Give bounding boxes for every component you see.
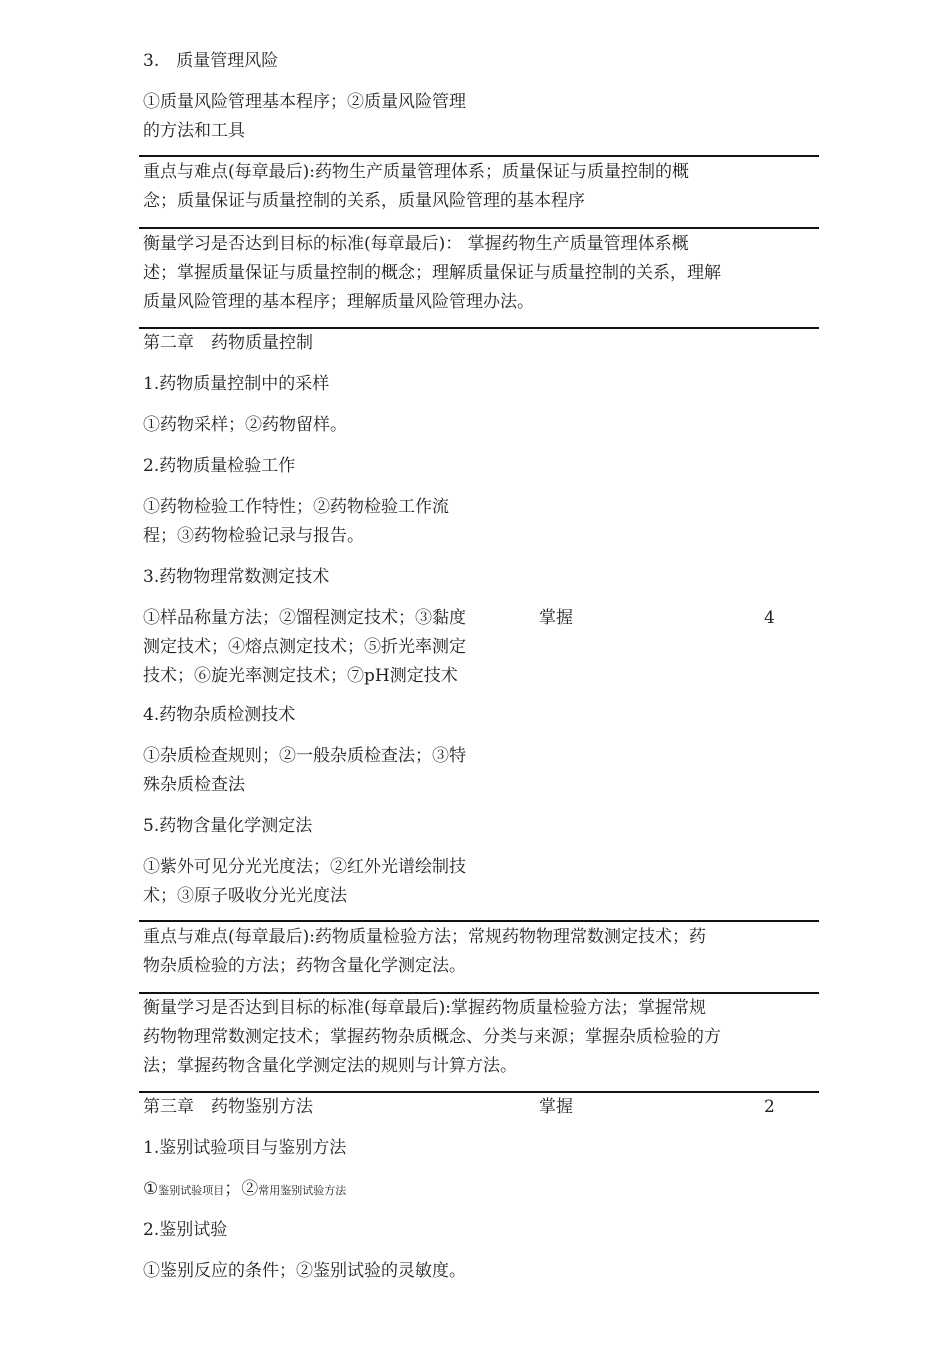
ch1-key-points-line2: 念；质量保证与质量控制的关系，质量风险管理的基本程序	[143, 191, 585, 211]
ch1-key-points-line1: 重点与难点(每章最后):药物生产质量管理体系；质量保证与质量控制的概	[143, 162, 689, 182]
table-rule	[139, 155, 819, 157]
ch2-criteria-line2: 药物物理常数测定技术；掌握药物杂质概念、分类与来源；掌握杂质检验的方	[143, 1027, 721, 1047]
ch2-section2-content-line1: ①药物检验工作特性；②药物检验工作流	[143, 497, 449, 517]
ch2-section3-content-line1: ①样品称量方法；②馏程测定技术；③黏度	[143, 608, 466, 628]
ch3-section1-item2: 常用鉴别试验方法	[258, 1184, 347, 1197]
table-rule	[139, 227, 819, 229]
ch1-section3-title: 3. 质量管理风险	[143, 51, 279, 71]
ch3-section2-content: ①鉴别反应的条件；②鉴别试验的灵敏度。	[143, 1261, 466, 1281]
ch2-key-points-line1: 重点与难点(每章最后):药物质量检验方法；常规药物物理常数测定技术；药	[143, 927, 706, 947]
ch2-criteria-line1: 衡量学习是否达到目标的标准(每章最后):掌握药物质量检验方法；掌握常规	[143, 998, 706, 1018]
item-marker: ②	[241, 1179, 259, 1199]
ch2-section4-content-line1: ①杂质检查规则；②一般杂质检查法；③特	[143, 746, 466, 766]
ch2-section4-content-line2: 殊杂质检查法	[143, 775, 245, 795]
ch2-section1-content: ①药物采样；②药物留样。	[143, 415, 347, 435]
table-rule	[139, 920, 819, 922]
ch2-title: 第二章 药物质量控制	[143, 333, 313, 353]
ch1-criteria-line3: 质量风险管理的基本程序；理解质量风险管理办法。	[143, 292, 534, 312]
item-marker: ①	[143, 1179, 159, 1199]
ch3-requirement: 掌握	[539, 1097, 573, 1117]
ch2-requirement: 掌握	[539, 608, 573, 628]
ch1-section3-content-line2: 的方法和工具	[143, 121, 245, 141]
ch2-section3-content-line2: 测定技术；④熔点测定技术；⑤折光率测定	[143, 637, 466, 657]
ch2-section2-content-line2: 程；③药物检验记录与报告。	[143, 526, 364, 546]
ch2-hours: 4	[764, 608, 775, 628]
ch2-section5-title: 5.药物含量化学测定法	[143, 816, 313, 836]
ch3-section1-content	[143, 1175, 346, 1205]
ch2-section3-title: 3.药物物理常数测定技术	[143, 567, 330, 587]
item-separator: ；	[224, 1179, 242, 1199]
ch3-hours: 2	[764, 1097, 775, 1117]
ch3-title: 第三章 药物鉴别方法	[143, 1097, 313, 1117]
ch3-section2-title: 2.鉴别试验	[143, 1220, 228, 1240]
ch2-key-points-line2: 物杂质检验的方法；药物含量化学测定法。	[143, 956, 466, 976]
ch2-section3-content-line3: 技术；⑥旋光率测定技术；⑦pH测定技术	[143, 666, 458, 686]
ch2-section4-title: 4.药物杂质检测技术	[143, 705, 296, 725]
ch2-section2-title: 2.药物质量检验工作	[143, 456, 296, 476]
ch3-section1-item1: 鉴别试验项目	[158, 1184, 225, 1197]
ch1-criteria-line2: 述；掌握质量保证与质量控制的概念；理解质量保证与质量控制的关系，理解	[143, 263, 721, 283]
ch2-section5-content-line1: ①紫外可见分光光度法；②红外光谱绘制技	[143, 857, 466, 877]
ch2-section5-content-line2: 术；③原子吸收分光光度法	[143, 886, 347, 906]
ch2-section1-title: 1.药物质量控制中的采样	[143, 374, 330, 394]
ch1-criteria-line1: 衡量学习是否达到目标的标准(每章最后)： 掌握药物生产质量管理体系概	[143, 234, 689, 254]
ch1-section3-content-line1: ①质量风险管理基本程序；②质量风险管理	[143, 92, 466, 112]
ch2-criteria-line3: 法；掌握药物含量化学测定法的规则与计算方法。	[143, 1056, 517, 1076]
ch3-section1-title: 1.鉴别试验项目与鉴别方法	[143, 1138, 347, 1158]
